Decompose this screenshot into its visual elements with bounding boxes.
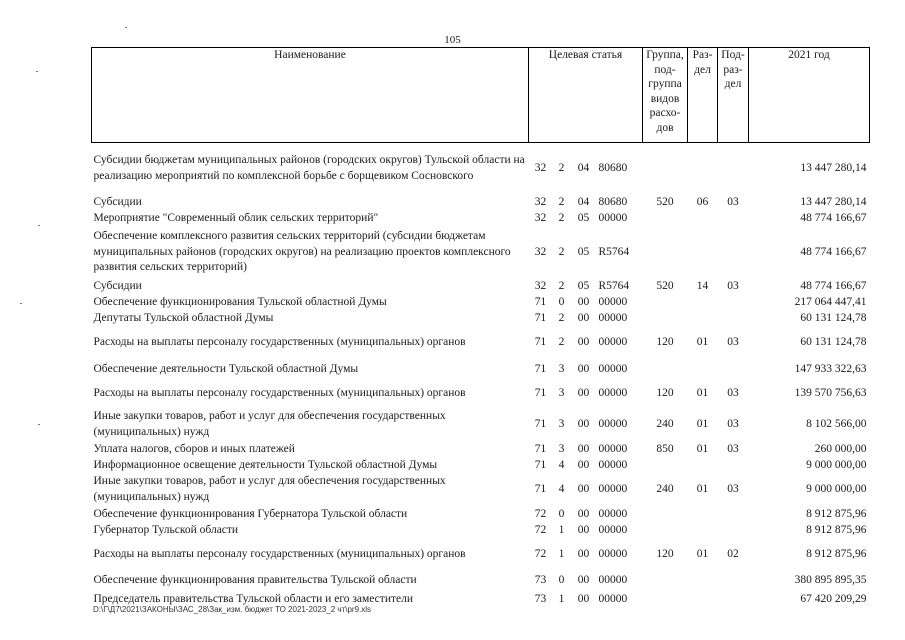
- cell-target-event: 05: [577, 211, 590, 224]
- cell-amount: 217 064 447,41: [794, 295, 867, 308]
- cell-section: [688, 211, 718, 227]
- cell-amount: 9 000 000,00: [806, 458, 867, 471]
- cell-section: 01: [696, 442, 709, 455]
- cell-section: 01: [696, 386, 709, 399]
- cell-target-event: 00: [577, 574, 590, 587]
- cell-target-direction: 00000: [598, 295, 628, 308]
- header-name: Наименование: [92, 48, 529, 143]
- table-row: [92, 507, 870, 523]
- cell-subsection: [718, 458, 749, 474]
- table-row: [92, 295, 870, 311]
- table-row: [92, 311, 870, 327]
- cell-section: [688, 295, 718, 311]
- cell-expense-group: 120: [656, 386, 674, 399]
- cell-target-program: 32: [534, 245, 547, 258]
- cell-section: [688, 227, 718, 279]
- cell-name: Обеспечение функционирования Губернатора Тульской области: [93, 507, 408, 520]
- cell-subsection: 02: [727, 547, 739, 560]
- cell-target-program: 72: [534, 547, 547, 560]
- cell-amount: 60 131 124,78: [800, 311, 867, 324]
- cell-amount: 48 774 166,67: [800, 211, 867, 224]
- cell-expense-group: [643, 571, 688, 592]
- table-row: [92, 474, 870, 507]
- cell-amount: 380 895 895,35: [794, 574, 867, 587]
- budget-table: [91, 47, 870, 608]
- cell-target-direction: 00000: [598, 592, 628, 605]
- cell-name: Иные закупки товаров, работ и услуг для обеспечения государственных (муниципальных) нужд: [93, 475, 446, 503]
- cell-amount: 67 420 209,29: [800, 592, 867, 605]
- cell-target-event: 00: [577, 336, 590, 349]
- cell-subsection: [718, 571, 749, 592]
- cell-amount: 8 912 875,96: [806, 507, 867, 520]
- cell-subsection: [718, 592, 749, 608]
- cell-target-program: 71: [534, 311, 547, 324]
- cell-expense-group: [643, 458, 688, 474]
- cell-target-direction: 00000: [598, 547, 628, 560]
- cell-section: [688, 523, 718, 539]
- cell-target-event: 00: [577, 417, 590, 430]
- cell-name: Губернатор Тульской области: [93, 523, 239, 536]
- cell-target-direction: 00000: [598, 362, 628, 375]
- header-year: 2021 год: [749, 48, 870, 143]
- cell-expense-group: 120: [656, 547, 674, 560]
- cell-subsection: 03: [727, 336, 739, 349]
- cell-target-subprogram: 1: [558, 523, 565, 536]
- table-row: [92, 227, 870, 279]
- cell-name: Мероприятие "Современный облик сельских территорий": [93, 211, 379, 224]
- cell-subsection: [718, 507, 749, 523]
- table-row: [92, 279, 870, 295]
- cell-target-direction: 00000: [598, 574, 628, 587]
- cell-subsection: 03: [727, 417, 739, 430]
- table-row: [92, 539, 870, 571]
- cell-section: [688, 458, 718, 474]
- cell-target-subprogram: 4: [558, 483, 565, 496]
- cell-target-program: 71: [534, 336, 547, 349]
- cell-section: [688, 592, 718, 608]
- cell-target-program: 71: [534, 417, 547, 430]
- cell-name: Информационное освещение деятельности Тульской областной Думы: [93, 458, 438, 471]
- cell-amount: 13 447 280,14: [800, 195, 867, 208]
- cell-target-event: 00: [577, 362, 590, 375]
- cell-expense-group: 850: [656, 442, 674, 455]
- cell-expense-group: 520: [656, 195, 674, 208]
- cell-name: Обеспечение функционирования правительства Тульской области: [93, 574, 417, 587]
- cell-section: [688, 311, 718, 327]
- scan-speck: [20, 303, 22, 304]
- file-path-footer: D:\Г\Д7\2021\ЗАКОНЫ\ЗАС_28\Зак_изм. бюджет ТО 2021-2023_2 чт\pr9.xls: [93, 605, 372, 614]
- cell-expense-group: [643, 507, 688, 523]
- header-expense-group: Группа, под-группа видов расхо-дов: [643, 48, 688, 143]
- cell-expense-group: 240: [656, 483, 674, 496]
- cell-section: 14: [696, 279, 709, 292]
- cell-expense-group: [643, 227, 688, 279]
- table-row: [92, 523, 870, 539]
- cell-target-direction: R5764: [598, 279, 630, 292]
- cell-section: [688, 360, 718, 380]
- cell-target-direction: 00000: [598, 458, 628, 471]
- cell-target-subprogram: 3: [558, 442, 565, 455]
- cell-subsection: [718, 143, 749, 195]
- table-row: [92, 571, 870, 592]
- cell-name: Председатель правительства Тульской области и его заместители: [93, 592, 413, 605]
- scan-speck: [36, 71, 38, 72]
- cell-expense-group: [643, 592, 688, 608]
- cell-name: Субсидии: [93, 279, 142, 292]
- cell-target-event: 00: [577, 386, 590, 399]
- cell-target-event: 00: [577, 311, 590, 324]
- scan-speck: [38, 225, 40, 226]
- cell-target-program: 73: [534, 574, 547, 587]
- cell-subsection: 03: [727, 279, 739, 292]
- cell-amount: 8 102 566,00: [806, 417, 867, 430]
- cell-target-subprogram: 2: [558, 311, 565, 324]
- cell-target-direction: 00000: [598, 523, 628, 536]
- cell-amount: 60 131 124,78: [800, 336, 867, 349]
- cell-section: 06: [696, 195, 709, 208]
- cell-target-subprogram: 0: [558, 574, 565, 587]
- cell-target-event: 00: [577, 458, 590, 471]
- cell-target-program: 32: [534, 211, 547, 224]
- cell-subsection: [718, 227, 749, 279]
- cell-target-event: 04: [577, 161, 590, 174]
- header-target-article: Целевая статья: [529, 48, 643, 143]
- cell-target-event: 05: [577, 279, 590, 292]
- cell-name: Уплата налогов, сборов и иных платежей: [93, 442, 295, 455]
- cell-target-subprogram: 3: [558, 417, 565, 430]
- table-row: [92, 380, 870, 408]
- cell-target-subprogram: 2: [558, 211, 565, 224]
- cell-target-program: 71: [534, 386, 547, 399]
- scan-speck: [125, 27, 127, 28]
- cell-target-program: 32: [534, 195, 547, 208]
- cell-amount: 9 000 000,00: [806, 483, 867, 496]
- table-row: [92, 211, 870, 227]
- cell-target-event: 00: [577, 442, 590, 455]
- cell-target-direction: 00000: [598, 311, 628, 324]
- cell-target-event: 00: [577, 592, 590, 605]
- table-row: [92, 143, 870, 195]
- cell-section: 01: [696, 483, 709, 496]
- cell-section: [688, 143, 718, 195]
- cell-target-direction: 80680: [598, 161, 628, 174]
- scan-speck: [38, 424, 40, 425]
- cell-target-program: 71: [534, 458, 547, 471]
- cell-target-event: 04: [577, 195, 590, 208]
- table-row: [92, 458, 870, 474]
- cell-target-program: 72: [534, 507, 547, 520]
- cell-name: Иные закупки товаров, работ и услуг для обеспечения государственных (муниципальных) нужд: [93, 409, 446, 438]
- cell-target-program: 72: [534, 523, 547, 536]
- table-row: [92, 442, 870, 458]
- cell-name: Субсидии: [93, 195, 142, 208]
- cell-target-program: 32: [534, 161, 547, 174]
- cell-target-subprogram: 3: [558, 362, 565, 375]
- cell-target-subprogram: 2: [558, 279, 565, 292]
- cell-subsection: [718, 523, 749, 539]
- cell-expense-group: [643, 143, 688, 195]
- cell-target-direction: 80680: [598, 195, 628, 208]
- cell-expense-group: [643, 523, 688, 539]
- cell-name: Обеспечение деятельности Тульской областной Думы: [93, 362, 359, 375]
- cell-target-subprogram: 0: [558, 507, 565, 520]
- cell-expense-group: [643, 211, 688, 227]
- cell-target-direction: 00000: [598, 417, 628, 430]
- cell-subsection: 03: [727, 483, 739, 496]
- cell-section: [688, 507, 718, 523]
- cell-target-event: 00: [577, 547, 590, 560]
- cell-amount: 139 570 756,63: [794, 386, 867, 399]
- cell-amount: 13 447 280,14: [800, 161, 867, 174]
- cell-target-subprogram: 2: [558, 161, 565, 174]
- page-number: 105: [444, 34, 461, 46]
- cell-target-direction: R5764: [598, 245, 630, 258]
- cell-target-subprogram: 4: [558, 458, 565, 471]
- cell-section: 01: [696, 547, 709, 560]
- cell-target-direction: 00000: [598, 386, 628, 399]
- cell-subsection: [718, 211, 749, 227]
- cell-name: Субсидии бюджетам муниципальных районов (городских округов) Тульской области на реализацию мероприятий по комплексной борьбе с борщевиком Сосновского: [93, 154, 525, 182]
- cell-target-event: 00: [577, 483, 590, 496]
- cell-amount: 8 912 875,96: [806, 547, 867, 560]
- cell-subsection: [718, 311, 749, 327]
- cell-amount: 48 774 166,67: [800, 245, 867, 258]
- cell-subsection: [718, 360, 749, 380]
- table-row: [92, 195, 870, 211]
- cell-target-subprogram: 2: [558, 245, 565, 258]
- cell-expense-group: [643, 360, 688, 380]
- cell-target-program: 73: [534, 592, 547, 605]
- cell-subsection: 03: [727, 386, 739, 399]
- cell-target-subprogram: 0: [558, 295, 565, 308]
- table-row: [92, 408, 870, 442]
- cell-amount: 260 000,00: [814, 442, 867, 455]
- cell-subsection: 03: [727, 195, 739, 208]
- cell-target-direction: 00000: [598, 211, 628, 224]
- table-row: [92, 360, 870, 380]
- cell-target-event: 00: [577, 523, 590, 536]
- cell-target-direction: 00000: [598, 442, 628, 455]
- cell-target-direction: 00000: [598, 483, 628, 496]
- cell-subsection: [718, 295, 749, 311]
- cell-target-program: 71: [534, 295, 547, 308]
- cell-target-subprogram: 1: [558, 592, 565, 605]
- header-subsection: Под-раз-дел: [718, 48, 749, 143]
- cell-name: Расходы на выплаты персоналу государственных (муниципальных) органов: [93, 547, 466, 560]
- cell-subsection: 03: [727, 442, 739, 455]
- cell-section: 01: [696, 417, 709, 430]
- cell-section: [688, 571, 718, 592]
- cell-expense-group: [643, 311, 688, 327]
- cell-name: Депутаты Тульской областной Думы: [93, 311, 274, 324]
- cell-target-subprogram: 2: [558, 195, 565, 208]
- cell-target-subprogram: 3: [558, 386, 565, 399]
- cell-expense-group: 240: [656, 417, 674, 430]
- cell-target-direction: 00000: [598, 507, 628, 520]
- cell-name: Расходы на выплаты персоналу государственных (муниципальных) органов: [93, 336, 466, 349]
- cell-target-subprogram: 2: [558, 336, 565, 349]
- cell-target-program: 32: [534, 279, 547, 292]
- cell-target-program: 71: [534, 362, 547, 375]
- cell-target-program: 71: [534, 442, 547, 455]
- cell-name: Расходы на выплаты персоналу государственных (муниципальных) органов: [93, 386, 466, 399]
- cell-section: 01: [696, 336, 709, 349]
- cell-target-subprogram: 1: [558, 547, 565, 560]
- cell-amount: 48 774 166,67: [800, 279, 867, 292]
- cell-amount: 8 912 875,96: [806, 523, 867, 536]
- cell-amount: 147 933 322,63: [794, 362, 867, 375]
- cell-expense-group: [643, 295, 688, 311]
- cell-expense-group: 120: [656, 336, 674, 349]
- cell-target-event: 05: [577, 245, 590, 258]
- table-row: [92, 327, 870, 360]
- header-section: Раз-дел: [688, 48, 718, 143]
- header-row: [92, 48, 870, 143]
- cell-target-direction: 00000: [598, 336, 628, 349]
- cell-target-program: 71: [534, 483, 547, 496]
- cell-name: Обеспечение функционирования Тульской областной Думы: [93, 295, 387, 308]
- cell-target-event: 00: [577, 295, 590, 308]
- cell-name: Обеспечение комплексного развития сельских территорий (субсидии бюджетам муниципальных районов (городских округов) на реализацию проектов комплексного развития сельских территорий): [93, 230, 511, 274]
- cell-target-event: 00: [577, 507, 590, 520]
- cell-expense-group: 520: [656, 279, 674, 292]
